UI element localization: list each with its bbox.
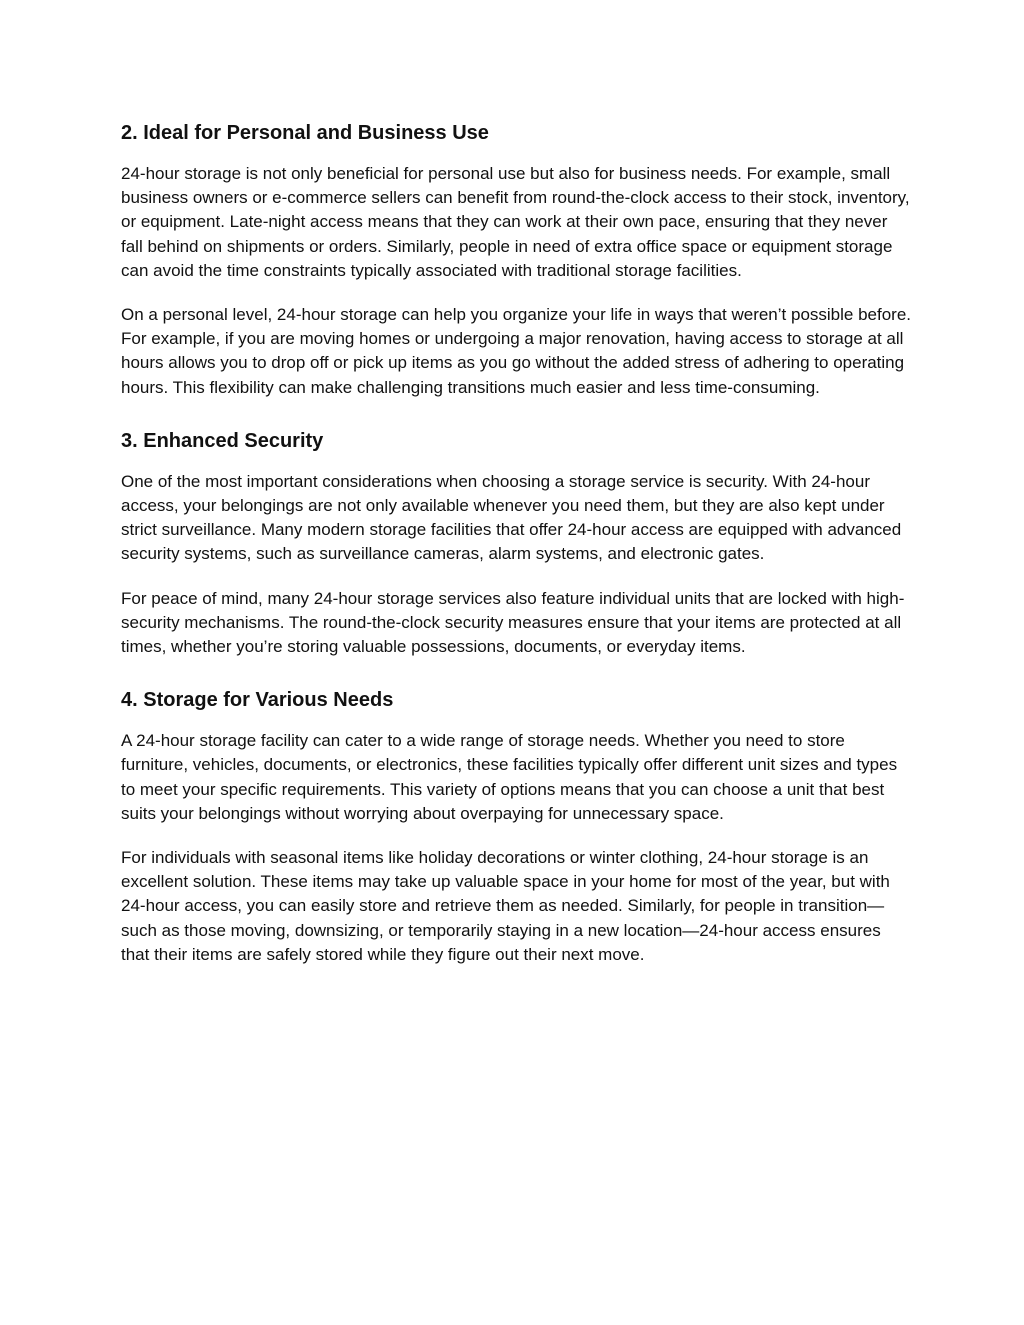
section-personal-business-use bbox=[121, 118, 911, 400]
section-heading: 3. Enhanced Security bbox=[121, 429, 324, 452]
section-enhanced-security bbox=[121, 426, 911, 659]
paragraph: For individuals with seasonal items like holiday decorations or winter clothing, 24-hour storage is an excellent solution. These items may take up valuable space in your home for most of the year, but with 24-hour access, you can easily store and retrieve them as needed. Similarly, for people in transition—such as those moving, downsizing, or temporarily staying in a new location—24-hour access ensures that their items are safely stored while they figure out their next move. bbox=[121, 848, 890, 964]
paragraph: For peace of mind, many 24-hour storage services also feature individual units that are locked with high-security mechanisms. The round-the-clock security measures ensure that your items are protected at all times, whether you’re storing valuable possessions, documents, or everyday items. bbox=[121, 588, 905, 657]
paragraph: A 24-hour storage facility can cater to a wide range of storage needs. Whether you need to store furniture, vehicles, documents, or electronics, these facilities typically offer different unit sizes and types to meet your specific requirements. This variety of options means that you can choose a unit that best suits your belongings without worrying about overpaying for unnecessary space. bbox=[121, 731, 898, 823]
paragraph: On a personal level, 24-hour storage can help you organize your life in ways that weren’t possible before. For example, if you are moving homes or undergoing a major renovation, having access to storage at all hours allows you to drop off or pick up items as you go without the added stress of adhering to operating hours. This flexibility can make challenging transitions much easier and less time-consuming. bbox=[121, 305, 912, 397]
section-heading: 4. Storage for Various Needs bbox=[121, 689, 394, 712]
section-heading: 2. Ideal for Personal and Business Use bbox=[121, 122, 489, 144]
document-page bbox=[121, 118, 911, 987]
paragraph: 24-hour storage is not only beneficial for personal use but also for business needs. For example, small business owners or e-commerce sellers can benefit from round-the-clock access to their stock, inventory, or equipment. Late-night access means that they can work at their own pace, ensuring that they never fall behind on shipments or orders. Similarly, people in need of extra office space or equipment storage can avoid the time constraints typically associated with traditional storage facilities. bbox=[121, 164, 910, 280]
section-various-needs bbox=[121, 685, 911, 967]
paragraph: One of the most important considerations when choosing a storage service is security. With 24-hour access, your belongings are not only available whenever you need them, but they are also kept under strict surveillance. Many modern storage facilities that offer 24-hour access are equipped with advanced security systems, such as surveillance cameras, alarm systems, and electronic gates. bbox=[121, 471, 902, 564]
